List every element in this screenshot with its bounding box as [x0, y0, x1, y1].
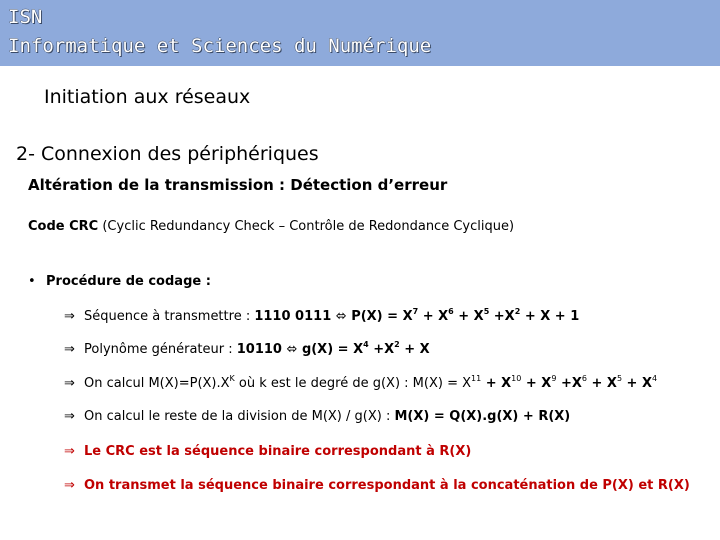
implies-arrow-icon: ⇒ — [64, 309, 75, 324]
procedure-label: Procédure de codage : — [46, 274, 211, 289]
bits-value: 1110 0111 — [254, 309, 332, 324]
implies-arrow-icon: ⇒ — [64, 444, 75, 459]
polynomial-p: $P(X) = X^7 + X^6 + X^5 +X^2 + X + 1$ — [351, 307, 580, 324]
section-title: 2- Connexion des périphériques — [16, 143, 319, 165]
procedure-item — [28, 274, 211, 289]
crc-label: Code CRC — [28, 219, 99, 234]
division-expression: M(X) = Q(X).g(X) + R(X) — [394, 409, 571, 424]
step-division — [64, 409, 570, 424]
implies-arrow-icon: ⇒ — [64, 376, 75, 391]
step-generator — [64, 342, 430, 357]
implies-arrow-icon: ⇒ — [64, 342, 75, 357]
step-sequence — [64, 309, 579, 324]
subtitle: Initiation aux réseaux — [44, 86, 251, 108]
alteration-heading: Altération de la transmission : Détection d’erreur — [28, 176, 448, 194]
equivalence-icon: ⬄ — [331, 309, 352, 324]
step-text: On calcul le reste de la division de M(X) / g(X) : — [84, 409, 395, 424]
bits-value: 10110 — [236, 342, 282, 357]
step-text: Le CRC est la séquence binaire correspondant à R(X) — [84, 444, 472, 459]
banner-title-isn: ISN — [8, 6, 43, 28]
step-text: Polynôme générateur : — [84, 342, 237, 357]
banner-title-full: Informatique et Sciences du Numérique — [8, 35, 432, 57]
step-text: Séquence à transmettre : — [84, 309, 255, 324]
title-banner — [0, 0, 720, 66]
polynomial-g: $g(X) = X^4 +X^2 + X$ — [301, 340, 430, 357]
bullet-icon: • — [28, 274, 36, 289]
step-compute-m — [64, 376, 657, 391]
step-transmit — [64, 478, 690, 493]
crc-expansion: (Cyclic Redundancy Check – Contrôle de Redondance Cyclique) — [98, 219, 515, 234]
equivalence-icon: ⬄ — [281, 342, 302, 357]
step-text: On transmet la séquence binaire correspondant à la concaténation de P(X) et R(X) — [84, 478, 690, 493]
step-text: On calcul $M(X)=P(X).X^K$ où k est le degré de g(X) : $M(X) = X^{11} + X^{10} + X^9 +X^6 + X^5 + X^4$ — [84, 374, 658, 391]
implies-arrow-icon: ⇒ — [64, 478, 75, 493]
step-crc-result — [64, 444, 471, 459]
crc-definition — [28, 219, 514, 234]
implies-arrow-icon: ⇒ — [64, 409, 75, 424]
